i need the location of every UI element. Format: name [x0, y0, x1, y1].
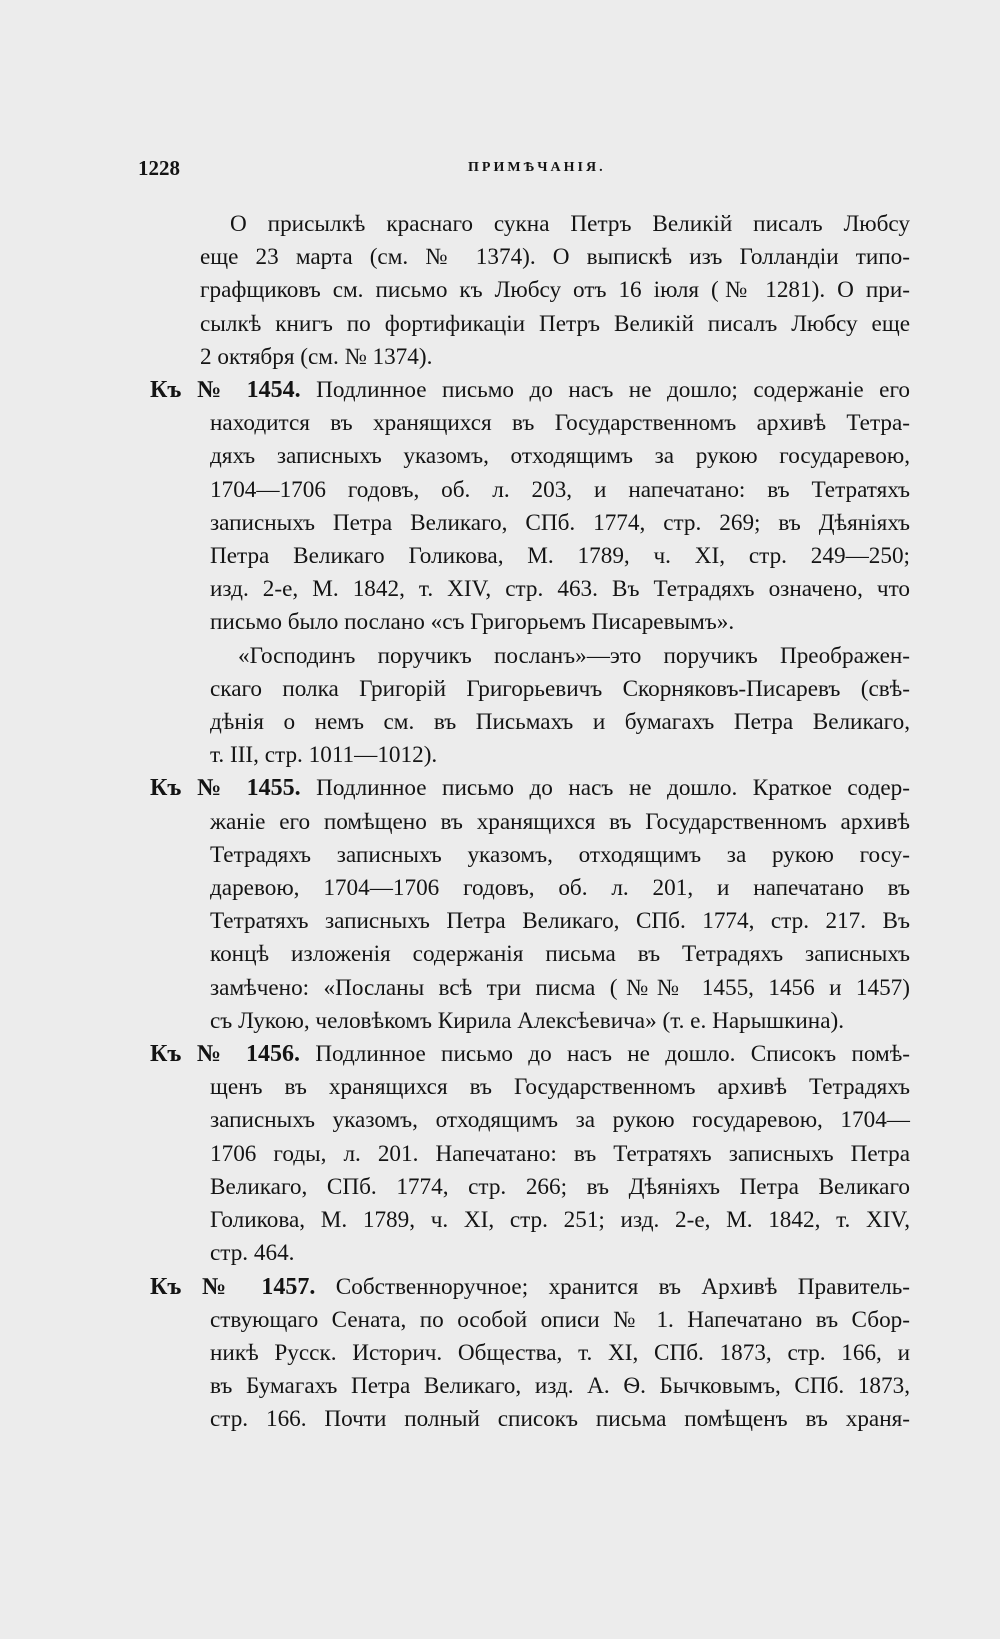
text-line: «Господинъ поручикъ посланъ»—это поручикъ Преображен-: [238, 642, 910, 669]
text-line: Тетратяхъ записныхъ Петра Великаго, СПб. 1774, стр. 217. Въ: [210, 908, 910, 935]
text-line: изд. 2-е, М. 1842, т. XIV, стр. 463. Въ Тетрадяхъ означено, что: [210, 576, 910, 603]
text-line: Великаго, СПб. 1774, стр. 266; въ Дѣяніяхъ Петра Великаго: [210, 1173, 910, 1200]
text-line: 1704—1706 годовъ, об. л. 203, и напечатано: въ Тетратяхъ: [210, 476, 910, 503]
text-line: въ Бумагахъ Петра Великаго, изд. А. Ѳ. Бычковымъ, СПб. 1873,: [210, 1373, 910, 1400]
entry-1456: [150, 1038, 910, 1270]
text-line: никѣ Русск. Историч. Общества, т. XI, СПб. 1873, стр. 166, и: [210, 1339, 910, 1366]
entry-first-line: [150, 772, 910, 805]
text-line: 2 октября (см. № 1374).: [200, 343, 433, 370]
entry-text: Собственноручное; хранится въ Архивѣ Правитель-: [335, 1273, 911, 1300]
page-body: [150, 208, 910, 1437]
page-number: 1228: [138, 156, 180, 180]
text-line: стр. 464.: [210, 1240, 295, 1267]
text-line: замѣчено: «Посланы всѣ три писма (№№ 1455, 1456 и 1457): [210, 974, 910, 1001]
text-line: т. III, стр. 1011—1012).: [210, 742, 438, 769]
running-title: ПРИМѢЧАНІЯ.: [468, 160, 606, 175]
entry-text: Подлинное письмо до насъ не дошло. Краткое содер-: [316, 775, 910, 802]
text-line: даревою, 1704—1706 годовъ, об. л. 201, и напечатано въ: [210, 875, 910, 902]
text-line: дѣнія о немъ см. въ Письмахъ и бумагахъ Петра Великаго,: [210, 709, 910, 736]
entry-first-line: [150, 1271, 910, 1304]
text-line: концѣ изложенія содержанія письма въ Тетрадяхъ записныхъ: [210, 941, 910, 968]
text-line: сылкѣ книгъ по фортификаціи Петръ Великій писалъ Любсу еще: [200, 310, 910, 337]
text-line: ствующаго Сената, по особой описи № 1. Напечатано въ Сбор-: [210, 1306, 910, 1333]
intro-paragraph: [150, 208, 910, 374]
entry-text: Подлинное письмо до насъ не дошло. Списокъ помѣ-: [315, 1041, 911, 1068]
text-line: дяхъ записныхъ указомъ, отходящимъ за рукою государевою,: [210, 443, 910, 470]
entry-1454: [150, 374, 910, 772]
entry-heading: Къ № 1456.: [150, 1041, 301, 1068]
page-header: [138, 156, 868, 186]
text-line: находится въ хранящихся въ Государственномъ архивѣ Тетра-: [210, 410, 910, 437]
text-line: О присылкѣ краснаго сукна Петръ Великій писалъ Любсу: [230, 211, 910, 237]
text-line: Тетрадяхъ записныхъ указомъ, отходящимъ за рукою госу-: [210, 841, 910, 868]
entry-first-line: [150, 1038, 910, 1071]
text-line: письмо было послано «съ Григорьемъ Писаревымъ».: [210, 609, 735, 636]
text-line: записныхъ указомъ, отходящимъ за рукою государевою, 1704—: [210, 1107, 910, 1134]
entry-text: Подлинное письмо до насъ не дошло; содержаніе его: [316, 377, 911, 404]
entry-heading: Къ № 1454.: [150, 377, 301, 404]
text-line: еще 23 марта (см. № 1374). О выпискѣ изъ Голландіи типо-: [200, 244, 910, 271]
text-line: щенъ въ хранящихся въ Государственномъ архивѣ Тетрадяхъ: [210, 1074, 910, 1101]
entry-heading: Къ № 1457.: [150, 1273, 316, 1300]
text-line: Голикова, М. 1789, ч. XI, стр. 251; изд. 2-е, М. 1842, т. XIV,: [210, 1207, 910, 1234]
text-line: съ Лукою, человѣкомъ Кирила Алексѣевича» (т. е. Нарышкина).: [210, 1007, 845, 1034]
text-line: скаго полка Григорій Григорьевичъ Скорняковъ-Писаревъ (свѣ-: [210, 675, 910, 702]
entry-first-line: [150, 374, 910, 407]
text-line: жаніе его помѣщено въ хранящихся въ Государственномъ архивѣ: [210, 808, 910, 835]
text-line: стр. 166. Почти полный списокъ письма помѣщенъ въ храня-: [210, 1406, 910, 1433]
entry-1457: [150, 1271, 910, 1437]
entry-1455: [150, 772, 910, 1038]
text-line: записныхъ Петра Великаго, СПб. 1774, стр. 269; въ Дѣяніяхъ: [210, 509, 910, 536]
entry-heading: Къ № 1455.: [150, 775, 301, 802]
text-line: 1706 годы, л. 201. Напечатано: въ Тетратяхъ записныхъ Петра: [210, 1140, 910, 1167]
text-line: графщиковъ см. письмо къ Любсу отъ 16 іюля (№ 1281). О при-: [200, 277, 910, 304]
text-line: Петра Великаго Голикова, М. 1789, ч. XI, стр. 249—250;: [210, 543, 910, 570]
